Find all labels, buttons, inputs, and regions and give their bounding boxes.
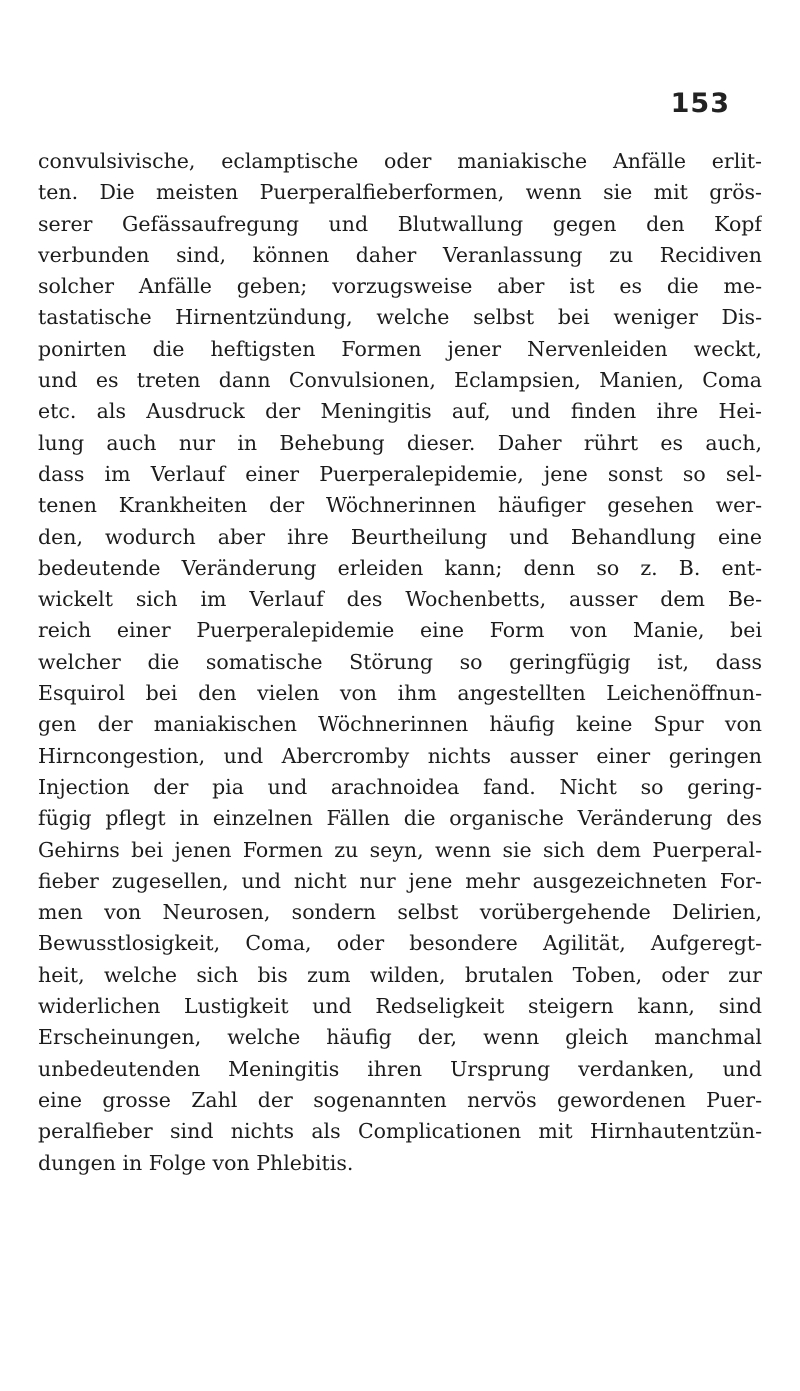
text-line: fügig pflegt in einzelnen Fällen die organische Veränderung des: [38, 806, 762, 831]
text-line: unbedeutenden Meningitis ihren Ursprung verdanken, und: [38, 1056, 762, 1081]
text-line: fieber zugesellen, und nicht nur jene mehr ausgezeichneten For-: [38, 868, 762, 893]
text-line: heit, welche sich bis zum wilden, brutalen Toben, oder zur: [38, 962, 762, 987]
text-line: und es treten dann Convulsionen, Eclampsien, Manien, Coma: [38, 368, 762, 393]
text-line: gen der maniakischen Wöchnerinnen häufig keine Spur von: [38, 712, 762, 737]
page-number: 153: [670, 88, 730, 119]
text-line: convulsivische, eclamptische oder maniakische Anfälle erlit-: [38, 149, 762, 173]
text-line: den, wodurch aber ihre Beurtheilung und Behandlung eine: [38, 524, 762, 549]
text-line: welcher die somatische Störung so geringfügig ist, dass: [38, 649, 762, 674]
text-line: peralfieber sind nichts als Complicationen mit Hirnhautentzün-: [38, 1119, 762, 1144]
text-line: widerlichen Lustigkeit und Redseligkeit steigern kann, sind: [38, 994, 762, 1019]
text-line: Erscheinungen, welche häufig der, wenn gleich manchmal: [38, 1025, 762, 1050]
text-line: wickelt sich im Verlauf des Wochenbetts, ausser dem Be-: [38, 587, 762, 612]
text-line: reich einer Puerperalepidemie eine Form von Manie, bei: [38, 618, 762, 643]
text-line: Gehirns bei jenen Formen zu seyn, wenn sie sich dem Puerperal-: [38, 837, 762, 862]
text-line: men von Neurosen, sondern selbst vorübergehende Delirien,: [38, 900, 762, 925]
text-line: eine grosse Zahl der sogenannten nervös gewordenen Puer-: [38, 1087, 762, 1112]
text-line: tastatische Hirnentzündung, welche selbst bei weniger Dis-: [38, 305, 762, 330]
text-line: Injection der pia und arachnoidea fand. Nicht so gering-: [38, 774, 762, 799]
text-line: ponirten die heftigsten Formen jener Nervenleiden weckt,: [38, 336, 762, 361]
text-line: lung auch nur in Behebung dieser. Daher rührt es auch,: [38, 430, 762, 455]
text-line: solcher Anfälle geben; vorzugsweise aber ist es die me-: [38, 274, 762, 299]
text-line: Esquirol bei den vielen von ihm angestellten Leichenöffnun-: [38, 681, 762, 706]
text-line: etc. als Ausdruck der Meningitis auf, und finden ihre Hei-: [38, 399, 762, 424]
text-line: verbunden sind, können daher Veranlassung zu Recidiven: [38, 242, 762, 267]
text-line: Hirncongestion, und Abercromby nichts ausser einer geringen: [38, 743, 762, 768]
body-text: [38, 146, 762, 1179]
text-line: bedeutende Veränderung erleiden kann; denn so z. B. ent-: [38, 555, 762, 580]
text-line: ten. Die meisten Puerperalfieberformen, wenn sie mit grös-: [38, 180, 762, 205]
text-line: tenen Krankheiten der Wöchnerinnen häufiger gesehen wer-: [38, 493, 762, 518]
text-line: serer Gefässaufregung und Blutwallung gegen den Kopf: [38, 211, 762, 236]
text-line: dungen in Folge von Phlebitis.: [38, 1150, 354, 1175]
text-line: dass im Verlauf einer Puerperalepidemie, jene sonst so sel-: [38, 461, 762, 486]
text-line: Bewusstlosigkeit, Coma, oder besondere Agilität, Aufgeregt-: [38, 931, 762, 956]
